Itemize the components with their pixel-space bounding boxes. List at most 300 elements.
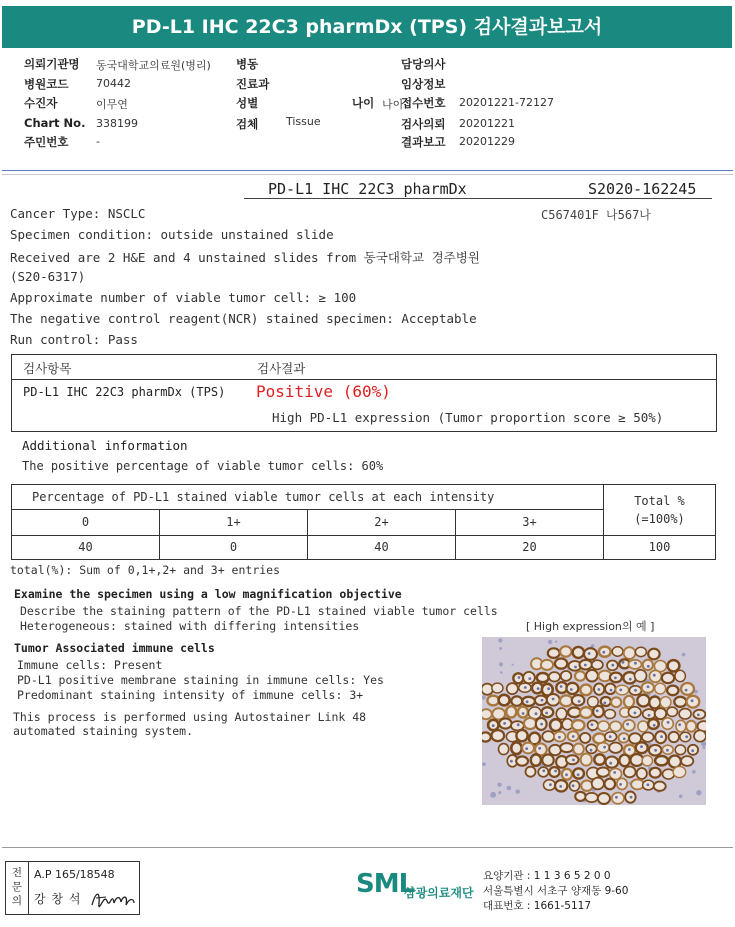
stained-tumor-cell xyxy=(662,673,674,683)
immune-line-2: PD-L1 positive membrane staining in immune cells: Yes xyxy=(17,673,384,687)
stamp-divider xyxy=(28,862,29,914)
stained-tumor-cell xyxy=(638,721,648,732)
result-item-header: 검사항목 xyxy=(23,361,72,376)
stained-tumor-cell xyxy=(642,732,654,741)
stroma-nucleus xyxy=(703,746,706,749)
tumor-nucleus xyxy=(574,666,577,669)
org-logo xyxy=(356,869,496,909)
stained-tumor-cell xyxy=(676,720,686,732)
tumor-nucleus xyxy=(558,736,561,739)
patient-name-value: 이무연 xyxy=(96,98,128,111)
stained-tumor-cell xyxy=(516,730,527,741)
tumor-nucleus xyxy=(518,676,521,679)
tumor-nucleus xyxy=(572,784,575,787)
stained-tumor-cell xyxy=(522,743,534,754)
tumor-nucleus xyxy=(609,735,612,738)
stained-tumor-cell xyxy=(572,695,585,705)
stroma-nucleus xyxy=(555,641,557,643)
patient-name-label: 수진자 xyxy=(24,96,58,110)
stained-tumor-cell xyxy=(482,732,491,741)
divider-top-sub xyxy=(2,174,733,175)
tumor-nucleus xyxy=(619,783,622,786)
stained-tumor-cell xyxy=(580,707,592,718)
tumor-nucleus xyxy=(492,724,495,727)
stained-tumor-cell xyxy=(624,647,636,659)
stained-tumor-cell xyxy=(560,695,573,706)
stained-tumor-cell xyxy=(492,730,505,741)
tumor-nucleus xyxy=(614,677,617,680)
tumor-nucleus xyxy=(634,662,637,665)
stained-tumor-cell xyxy=(637,695,649,707)
tumor-nucleus xyxy=(653,724,656,727)
received-line: Received are 2 H&E and 4 unstained slides from 동국대학교 경주병원 xyxy=(10,250,480,265)
stained-tumor-cell xyxy=(605,710,616,719)
stained-tumor-cell xyxy=(654,782,666,791)
tumor-nucleus xyxy=(598,688,601,691)
report-date-value: 20201229 xyxy=(459,135,515,148)
stained-tumor-cell xyxy=(642,756,652,766)
request-date-value: 20201221 xyxy=(459,117,515,130)
stained-tumor-cell xyxy=(624,696,634,708)
stained-tumor-cell xyxy=(668,660,680,671)
stroma-nucleus xyxy=(548,640,552,644)
tumor-nucleus xyxy=(603,702,606,705)
tumor-nucleus xyxy=(549,783,552,786)
stained-tumor-cell xyxy=(506,706,516,717)
stained-tumor-cell xyxy=(611,697,621,707)
stained-tumor-cell xyxy=(482,709,492,719)
tumor-nucleus xyxy=(547,687,550,690)
stained-tumor-cell xyxy=(586,670,598,682)
tumor-nucleus xyxy=(628,748,631,751)
intensity-value-row xyxy=(12,535,716,559)
chart-no-label: Chart No. xyxy=(24,116,86,130)
stained-tumor-cell xyxy=(605,779,616,790)
logo-letters: SML xyxy=(356,869,415,899)
table-footnote: total(%): Sum of 0,1+,2+ and 3+ entries xyxy=(10,563,281,577)
value-total: 100 xyxy=(604,535,716,559)
stained-tumor-cell xyxy=(524,718,536,729)
cancer-type-line: Cancer Type: NSCLC xyxy=(10,206,146,221)
org-code: 요양기관 : 1 1 3 6 5 2 0 0 xyxy=(483,870,611,882)
stroma-nucleus xyxy=(679,795,683,799)
org-name-text: 삼광의료재단 xyxy=(404,886,474,900)
stained-tumor-cell xyxy=(649,697,660,709)
stained-tumor-cell xyxy=(492,683,503,693)
stroma-nucleus xyxy=(696,790,701,795)
stained-tumor-cell xyxy=(643,660,653,670)
tumor-nucleus xyxy=(623,737,626,740)
stained-tumor-cell xyxy=(575,792,585,801)
stained-tumor-cell xyxy=(549,672,560,681)
stained-tumor-cell xyxy=(581,754,592,766)
stained-tumor-cell xyxy=(542,754,553,765)
stained-tumor-cell xyxy=(612,793,624,804)
tumor-nucleus xyxy=(666,749,669,752)
tumor-nucleus xyxy=(647,665,650,668)
stained-tumor-cell xyxy=(637,768,647,779)
stained-tumor-cell xyxy=(667,707,678,716)
stained-tumor-cell xyxy=(675,670,685,681)
stained-tumor-cell xyxy=(573,647,584,658)
receipt-no-value: 20201221-72127 xyxy=(459,96,554,109)
immune-line-3: Predominant staining intensity of immune cells: 3+ xyxy=(17,688,364,702)
tumor-nucleus xyxy=(572,735,575,738)
tumor-nucleus xyxy=(572,759,575,762)
tumor-nucleus xyxy=(615,796,618,799)
stained-tumor-cell xyxy=(635,647,646,656)
low-mag-line-1: Describe the staining pattern of the PD-L1 stained viable tumor cells xyxy=(20,604,498,618)
stroma-nucleus xyxy=(498,791,501,794)
specimen-label: 검체 xyxy=(236,117,259,131)
tumor-nucleus xyxy=(613,771,616,774)
stained-tumor-cell xyxy=(598,793,610,804)
stained-tumor-cell xyxy=(648,649,659,660)
tumor-nucleus xyxy=(622,661,625,664)
stained-tumor-cell xyxy=(575,671,585,680)
sex-label: 성별 xyxy=(236,96,259,110)
tumor-nucleus xyxy=(524,686,527,689)
request-date-label: 검사의뢰 xyxy=(401,117,446,131)
ihc-example-micrograph xyxy=(482,637,706,805)
intensity-0: 0 xyxy=(12,510,160,535)
total-subheader: (=100%) xyxy=(634,511,685,526)
tumor-nucleus xyxy=(647,783,650,786)
stained-tumor-cell xyxy=(616,685,629,695)
stroma-nucleus xyxy=(499,662,503,666)
stained-tumor-cell xyxy=(597,768,609,777)
result-note: High PD-L1 expression (Tumor proportion score ≥ 50%) xyxy=(272,410,664,425)
age-label: 나이 xyxy=(352,96,375,110)
hospital-code-value: 70442 xyxy=(96,77,131,90)
tumor-nucleus xyxy=(648,714,651,717)
stained-tumor-cell xyxy=(655,683,666,694)
tumor-nucleus xyxy=(526,700,529,703)
stained-tumor-cell xyxy=(681,683,694,695)
intensity-3plus: 3+ xyxy=(456,510,604,535)
stained-tumor-cell xyxy=(592,778,604,790)
stained-tumor-cell xyxy=(560,743,573,752)
department-label: 진료과 xyxy=(236,77,270,91)
tumor-nucleus xyxy=(517,723,520,726)
institution-value: 동국대학교의료원(병리) xyxy=(96,59,211,72)
stained-tumor-cell xyxy=(612,647,623,656)
tumor-nucleus xyxy=(678,723,681,726)
tumor-nucleus xyxy=(535,712,538,715)
stroma-nucleus xyxy=(499,647,502,650)
viable-tumor-line: Approximate number of viable tumor cell: ≥ 100 xyxy=(10,290,357,305)
tumor-nucleus xyxy=(510,760,513,763)
ihc-example-image xyxy=(482,637,706,805)
value-2plus: 40 xyxy=(308,535,456,559)
low-mag-title: Examine the specimen using a low magnification objective xyxy=(14,587,402,601)
stroma-nucleus xyxy=(497,783,501,787)
stained-tumor-cell xyxy=(549,745,561,755)
org-phone: 대표번호 : 1661-5117 xyxy=(483,900,592,912)
total-header-cell xyxy=(604,485,716,536)
specimen-number: S2020-162245 xyxy=(588,180,697,198)
total-header: Total % xyxy=(634,493,685,508)
low-mag-line-2: Heterogeneous: stained with differing intensities xyxy=(20,619,360,633)
tumor-nucleus xyxy=(647,685,650,688)
stained-tumor-cell xyxy=(556,708,566,719)
tumor-nucleus xyxy=(609,762,612,765)
age-value: 나이 xyxy=(382,98,404,111)
hospital-code-label: 병원코드 xyxy=(24,77,69,91)
stained-tumor-cell xyxy=(585,793,598,802)
stained-tumor-cell xyxy=(610,721,622,731)
intensity-table xyxy=(11,484,716,560)
value-1plus: 0 xyxy=(160,535,308,559)
intensity-2plus: 2+ xyxy=(308,510,456,535)
stroma-nucleus xyxy=(507,786,512,791)
stained-tumor-cell xyxy=(669,756,681,768)
value-0: 40 xyxy=(12,535,160,559)
tumor-nucleus xyxy=(610,689,613,692)
tumor-nucleus xyxy=(630,796,633,799)
tumor-nucleus xyxy=(667,721,670,724)
org-name xyxy=(404,884,474,901)
stained-tumor-cell xyxy=(663,769,675,779)
stained-tumor-cell xyxy=(594,754,605,764)
stroma-nucleus xyxy=(682,653,686,657)
pathologist-stamp xyxy=(5,861,140,915)
stained-tumor-cell xyxy=(499,744,509,755)
tumor-nucleus xyxy=(588,652,591,655)
tumor-nucleus xyxy=(634,712,637,715)
signature-icon xyxy=(90,887,136,911)
tumor-nucleus xyxy=(570,688,573,691)
run-control-line: Run control: Pass xyxy=(10,332,138,347)
stroma-nucleus xyxy=(482,762,486,766)
tumor-nucleus xyxy=(691,699,694,702)
stained-tumor-cell xyxy=(548,648,560,658)
stamp-vertical-text: 전문의 xyxy=(11,867,23,907)
tumor-nucleus xyxy=(528,677,531,680)
ncr-line: The negative control reagent(NCR) stained specimen: Acceptable xyxy=(10,311,477,326)
stained-tumor-cell xyxy=(566,683,578,694)
tumor-nucleus xyxy=(522,712,525,715)
additional-text: The positive percentage of viable tumor cells: 60% xyxy=(22,459,384,473)
stained-tumor-cell xyxy=(667,686,678,696)
tumor-nucleus xyxy=(503,722,506,725)
stained-tumor-cell xyxy=(649,670,661,682)
stained-tumor-cell xyxy=(542,731,554,742)
test-name: PD-L1 IHC 22C3 pharmDx xyxy=(268,180,467,198)
tumor-nucleus xyxy=(584,664,587,667)
patient-info xyxy=(24,56,714,152)
receipt-no-label: 접수번호 xyxy=(401,96,446,110)
result-value: Positive (60%) xyxy=(256,382,391,401)
tumor-nucleus xyxy=(660,735,663,738)
resident-no-value: - xyxy=(96,135,100,148)
tumor-nucleus xyxy=(596,709,599,712)
stained-tumor-cell xyxy=(601,697,611,706)
stained-tumor-cell xyxy=(526,767,536,777)
stained-tumor-cell xyxy=(518,707,528,718)
stained-tumor-cell xyxy=(617,778,627,789)
stained-tumor-cell xyxy=(549,767,559,777)
stained-tumor-cell xyxy=(655,756,668,765)
process-line-1: This process is performed using Autostainer Link 48 xyxy=(13,710,367,724)
stained-tumor-cell xyxy=(680,732,691,741)
process-line-2: automated staining system. xyxy=(13,724,194,738)
tumor-nucleus xyxy=(685,689,688,692)
tumor-nucleus xyxy=(542,769,545,772)
intensity-table-header-row xyxy=(12,485,716,510)
tumor-nucleus xyxy=(602,651,605,654)
tumor-nucleus xyxy=(560,685,563,688)
stained-tumor-cell xyxy=(597,743,609,753)
immune-line-1: Immune cells: Present xyxy=(17,658,163,672)
specimen-value: Tissue xyxy=(286,115,321,128)
stained-tumor-cell xyxy=(522,697,535,706)
stained-tumor-cell xyxy=(561,671,572,681)
footer-divider xyxy=(2,847,733,848)
stroma-nucleus xyxy=(692,770,696,774)
stained-tumor-cell xyxy=(570,781,580,791)
stained-tumor-cell xyxy=(669,732,679,742)
result-box-divider xyxy=(12,379,716,380)
stained-tumor-cell xyxy=(686,721,696,732)
stained-tumor-cell xyxy=(673,766,686,777)
stroma-nucleus xyxy=(498,638,502,642)
tumor-nucleus xyxy=(541,699,544,702)
clinical-info-label: 임상정보 xyxy=(401,77,446,91)
stained-tumor-cell xyxy=(511,742,521,754)
report-title: PD-L1 IHC 22C3 pharmDx (TPS) 검사결과보고서 xyxy=(2,6,732,48)
result-box xyxy=(11,354,717,432)
stained-tumor-cell xyxy=(580,685,591,696)
report-date-label: 결과보고 xyxy=(401,135,446,149)
stained-tumor-cell xyxy=(650,768,661,778)
tumor-nucleus xyxy=(577,773,580,776)
stained-tumor-cell xyxy=(580,733,590,743)
stroma-nucleus xyxy=(512,664,514,666)
test-title-underline xyxy=(244,198,712,199)
stained-tumor-cell xyxy=(655,708,667,719)
tumor-nucleus xyxy=(619,689,622,692)
tumor-nucleus xyxy=(629,678,632,681)
stained-tumor-cell xyxy=(550,719,562,731)
tumor-nucleus xyxy=(538,747,541,750)
tumor-nucleus xyxy=(552,698,555,701)
intensity-header: Percentage of PD-L1 stained viable tumor cells at each intensity xyxy=(12,485,604,510)
stained-tumor-cell xyxy=(598,721,609,731)
institution-label: 의뢰기관명 xyxy=(24,57,80,71)
tumor-nucleus xyxy=(525,747,528,750)
stained-tumor-cell xyxy=(555,659,567,669)
tumor-nucleus xyxy=(653,674,656,677)
stained-tumor-cell xyxy=(487,696,499,706)
tumor-nucleus xyxy=(540,723,543,726)
stained-tumor-cell xyxy=(624,767,636,778)
tumor-nucleus xyxy=(554,770,557,773)
stained-tumor-cell xyxy=(630,754,643,766)
value-3plus: 20 xyxy=(456,535,604,559)
intensity-1plus: 1+ xyxy=(160,510,308,535)
block-number: C567401F 나567나 xyxy=(541,208,651,222)
stained-tumor-cell xyxy=(648,719,659,729)
tumor-nucleus xyxy=(559,785,562,788)
stroma-nucleus xyxy=(490,792,496,798)
stained-tumor-cell xyxy=(584,648,597,660)
stained-tumor-cell xyxy=(635,670,647,682)
stained-tumor-cell xyxy=(541,660,553,670)
stamp-vertical-label xyxy=(9,866,25,908)
tumor-nucleus xyxy=(697,714,700,717)
tumor-nucleus xyxy=(590,749,593,752)
stained-tumor-cell xyxy=(609,743,622,753)
stained-tumor-cell xyxy=(560,646,571,656)
stained-tumor-cell xyxy=(694,730,706,741)
tumor-nucleus xyxy=(634,689,637,692)
tumor-nucleus xyxy=(685,735,688,738)
stained-tumor-cell xyxy=(572,720,585,730)
stained-tumor-cell xyxy=(606,757,619,768)
stroma-nucleus xyxy=(516,789,520,793)
result-item: PD-L1 IHC 22C3 pharmDx (TPS) xyxy=(23,385,226,399)
image-caption: [ High expression의 예 ] xyxy=(526,620,655,633)
stamp-name: 강 창 석 xyxy=(34,892,82,906)
received-ref-line: (S20-6317) xyxy=(10,269,86,284)
divider-top xyxy=(2,170,733,171)
stroma-nucleus xyxy=(500,671,503,674)
stained-tumor-cell xyxy=(681,756,693,766)
tumor-nucleus xyxy=(603,746,606,749)
stained-tumor-cell xyxy=(537,673,549,682)
stained-tumor-cell xyxy=(675,745,685,755)
resident-no-label: 주민번호 xyxy=(24,135,69,149)
result-value-header: 검사결과 xyxy=(257,361,306,376)
tumor-nucleus xyxy=(691,749,694,752)
immune-title: Tumor Associated immune cells xyxy=(14,641,215,655)
stained-tumor-cell xyxy=(531,754,541,765)
tumor-nucleus xyxy=(545,712,548,715)
tumor-nucleus xyxy=(611,664,614,667)
tumor-nucleus xyxy=(654,749,657,752)
org-info xyxy=(483,869,628,914)
tumor-nucleus xyxy=(565,773,568,776)
stained-tumor-cell xyxy=(573,744,583,755)
stained-tumor-cell xyxy=(679,709,691,719)
stained-tumor-cell xyxy=(623,720,635,731)
stained-tumor-cell xyxy=(660,697,671,708)
chart-no-value: 338199 xyxy=(96,117,138,130)
stained-tumor-cell xyxy=(507,683,518,694)
stained-tumor-cell xyxy=(581,781,592,791)
stamp-id: A.P 165/18548 xyxy=(34,868,115,881)
org-address: 서울특별시 서초구 양재동 9-60 xyxy=(483,885,629,897)
stained-tumor-cell xyxy=(609,768,621,779)
stained-tumor-cell xyxy=(511,696,522,705)
tumor-nucleus xyxy=(578,700,581,703)
specimen-condition-line: Specimen condition: outside unstained slide xyxy=(10,227,334,242)
stained-tumor-cell xyxy=(605,684,616,694)
stained-tumor-cell xyxy=(499,695,510,706)
tumor-nucleus xyxy=(640,745,643,748)
stained-tumor-cell xyxy=(592,660,603,669)
tumor-nucleus xyxy=(626,723,629,726)
additional-title: Additional information xyxy=(22,438,188,453)
ward-label: 병동 xyxy=(236,57,259,71)
stained-tumor-cell xyxy=(516,757,528,766)
tumor-nucleus xyxy=(537,687,540,690)
stained-tumor-cell xyxy=(674,697,686,707)
tumor-nucleus xyxy=(591,723,594,726)
doctor-label: 담당의사 xyxy=(401,57,446,71)
stained-tumor-cell xyxy=(619,755,629,767)
